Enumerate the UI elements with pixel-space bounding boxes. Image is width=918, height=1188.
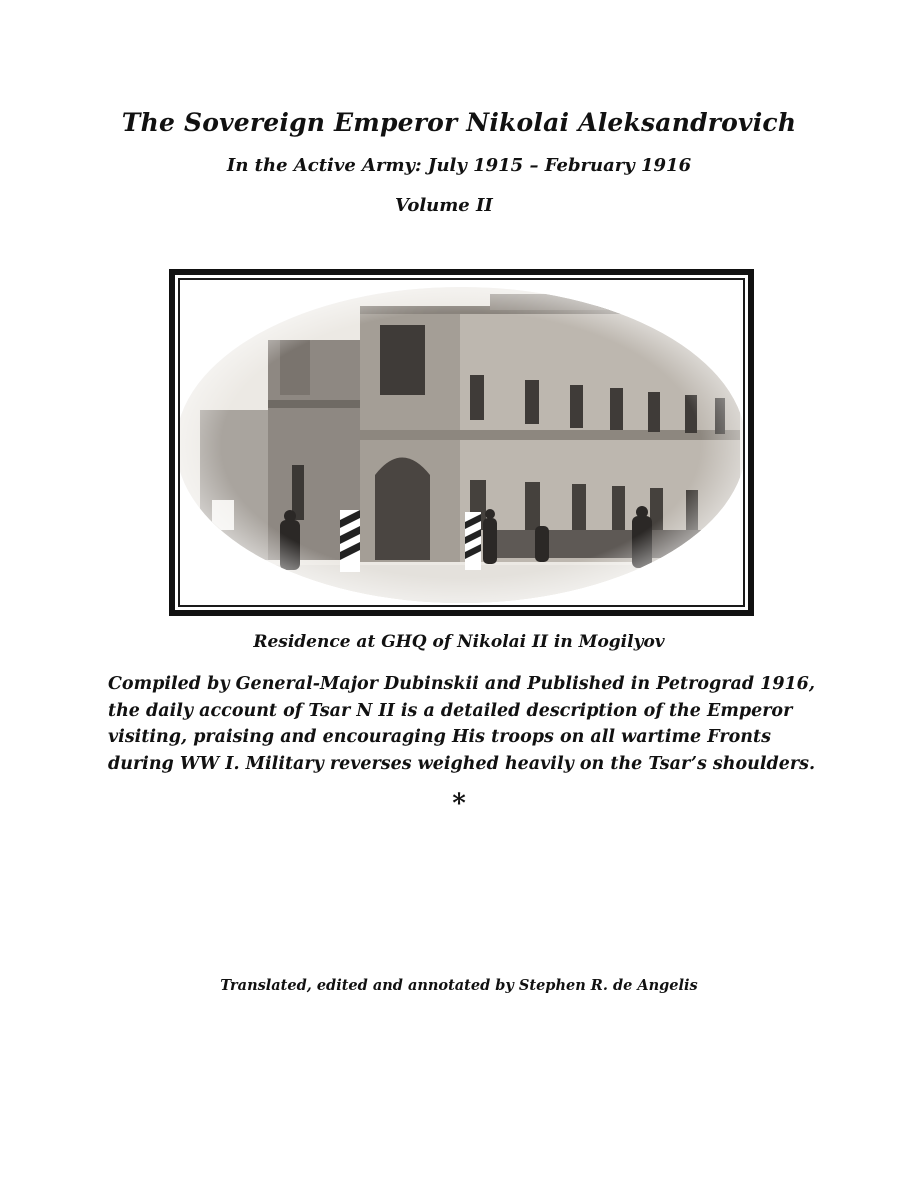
section-separator: * [452,789,466,819]
book-title: The Sovereign Emperor Nikolai Aleksandrovich [121,108,797,137]
description-line: visiting, praising and encouraging His troops on all wartime Fronts [108,727,771,747]
translator-credit: Translated, edited and annotated by Stephen R. de Angelis [220,977,698,994]
volume-label: Volume II [395,195,493,216]
description-paragraph [108,671,816,777]
description-line: the daily account of Tsar N II is a detailed description of the Emperor [108,700,793,721]
photo-frame [169,269,754,616]
description-line: during WW I. Military reverses weighed heavily on the Tsar’s shoulders. [108,753,816,774]
description-line: Compiled by General-Major Dubinskii and Published in Petrograd 1916, [108,674,815,694]
book-subtitle: In the Active Army: July 1915 – February 1916 [226,155,692,176]
residence-photo [180,280,743,605]
photo-caption: Residence at GHQ of Nikolai II in Mogilyov [253,632,665,652]
